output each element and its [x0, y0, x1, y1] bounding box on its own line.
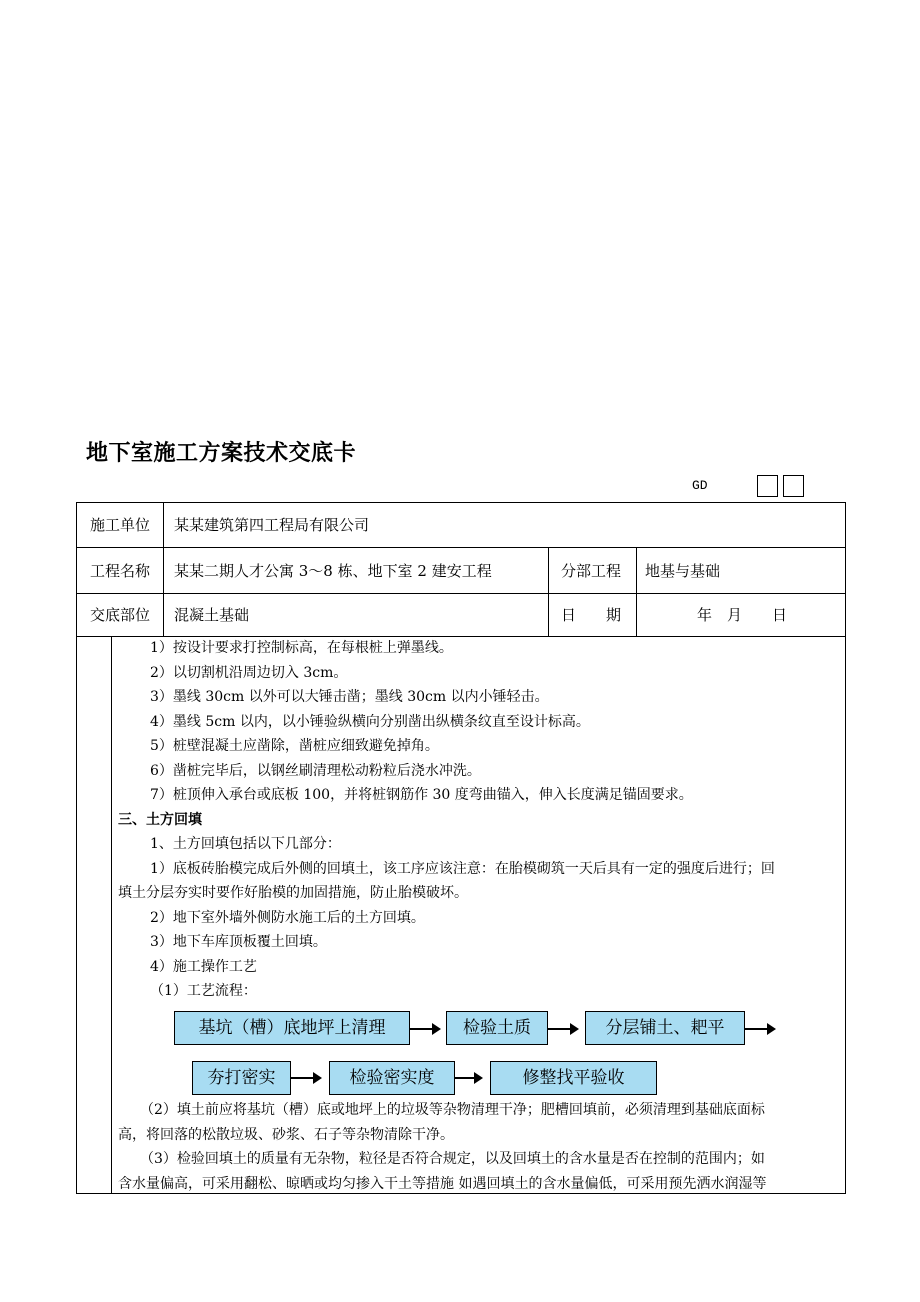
text-line: 4）施工操作工艺: [150, 958, 257, 975]
flow-step-5: 检验密实度: [329, 1061, 455, 1095]
text-line: （1）工艺流程：: [150, 983, 257, 999]
code-box-1: [757, 475, 778, 497]
text-line: 1）按设计要求打控制标高，在每根桩上弹墨线。: [150, 640, 453, 656]
text-line: 6）凿桩完毕后，以钢丝刷清理松动粉粒后浇水冲洗。: [150, 762, 481, 779]
text-line: 含水量偏高，可采用翻松、晾晒或均匀掺入干土等措施 如遇回填土的含水量偏低，可采用预先洒水润湿等: [118, 1175, 767, 1192]
page-title: 地下室施工方案技术交底卡: [86, 441, 357, 466]
flow-arrow: [409, 1028, 439, 1030]
section-heading: 三、土方回填: [118, 811, 202, 828]
text-line: （2）填土前应将基坑（槽）底或地坪上的垃圾等杂物清理干净；肥槽回填前，必须清理到基础底面标: [140, 1102, 765, 1118]
date-value: 年 月 日: [697, 606, 788, 624]
flow-arrow: [290, 1077, 320, 1079]
code-label: GD: [692, 478, 708, 493]
date-label: 日 期: [561, 606, 622, 624]
text-line: 2）地下室外墙外侧防水施工后的土方回填。: [150, 909, 425, 926]
flow-arrow: [744, 1028, 774, 1030]
unit-label: 施工单位: [90, 516, 151, 534]
text-line: 7）桩顶伸入承台或底板 100，并将桩钢筋作 30 度弯曲锚入，伸入长度满足锚固要求。: [150, 787, 693, 803]
flow-step-4: 夯打密实: [192, 1061, 291, 1095]
flow-step-2: 检验土质: [446, 1011, 548, 1045]
text-line: 填土分层夯实时要作好胎模的加固措施，防止胎模破坏。: [118, 885, 468, 901]
disclosure-content-continued: [118, 1098, 848, 1196]
flow-step-3: 分层铺土、耙平: [585, 1011, 745, 1045]
text-line: 5）桩壁混凝土应凿除，凿桩应细致避免掉角。: [150, 738, 439, 754]
text-line: 3）墨线 30cm 以外可以大锤击凿；墨线 30cm 以内小锤轻击。: [150, 689, 549, 705]
flow-arrow: [454, 1077, 481, 1079]
text-line: 高，将回落的松散垃圾、砂浆、石子等杂物清除干净。: [118, 1126, 454, 1143]
part-value: 混凝土基础: [174, 606, 250, 624]
project-value: 某某二期人才公寓 3～8 栋、地下室 2 建安工程: [174, 562, 492, 580]
text-line: 4）墨线 5cm 以内，以小锤验纵横向分别凿出纵横条纹直至设计标高。: [150, 713, 590, 730]
flow-arrow: [547, 1028, 577, 1030]
unit-value: 某某建筑第四工程局有限公司: [174, 516, 370, 534]
flow-step-1: 基坑（槽）底地坪上清理: [174, 1011, 410, 1045]
project-label: 工程名称: [90, 562, 151, 580]
disclosure-content: [118, 636, 848, 1004]
flow-step-6: 修整找平验收: [490, 1061, 657, 1095]
code-box-2: [783, 475, 804, 497]
text-line: 1）底板砖胎模完成后外侧的回填土，该工序应该注意：在胎模砌筑一天后具有一定的强度后进行；回: [150, 860, 775, 877]
text-line: 3）地下车库顶板覆土回填。: [150, 934, 327, 950]
text-line: （3）检验回填土的质量有无杂物，粒径是否符合规定，以及回填土的含水量是否在控制的范围内；如: [140, 1151, 765, 1167]
text-line: 2）以切割机沿周边切入 3cm。: [150, 664, 348, 681]
text-line: 1、土方回填包括以下几部分：: [150, 836, 341, 852]
part-label: 交底部位: [90, 606, 151, 624]
division-label: 分部工程: [561, 562, 622, 580]
division-value: 地基与基础: [645, 562, 721, 580]
